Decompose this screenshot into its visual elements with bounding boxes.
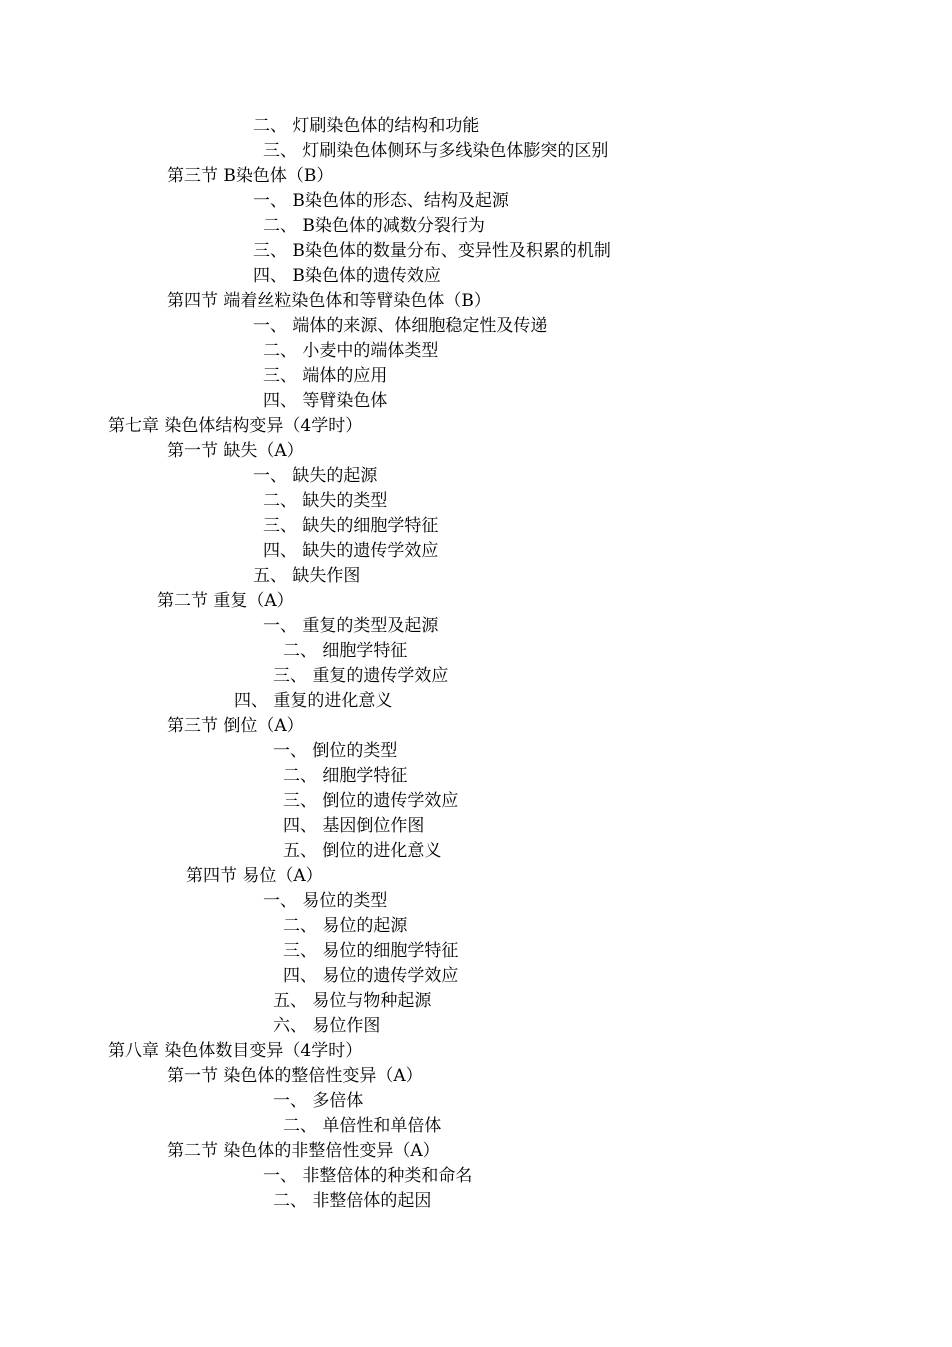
toc-section: 第一节 缺失（A） [167,441,304,461]
toc-section: 第三节 B染色体（B） [167,166,334,186]
toc-item: 三、 B染色体的数量分布、变异性及积累的机制 [253,241,611,261]
toc-item: 四、 易位的遗传学效应 [283,966,459,986]
toc-section: 第一节 染色体的整倍性变异（A） [167,1066,423,1086]
toc-item: 三、 倒位的遗传学效应 [283,791,459,811]
toc-item: 四、 基因倒位作图 [283,816,425,836]
toc-item: 二、 小麦中的端体类型 [263,341,439,361]
toc-item: 一、 缺失的起源 [253,466,378,486]
toc-item: 二、 B染色体的减数分裂行为 [263,216,485,236]
toc-item: 一、 易位的类型 [263,891,388,911]
toc-chapter: 第七章 染色体结构变异（4学时） [108,416,363,436]
toc-item: 一、 多倍体 [273,1091,364,1111]
toc-item: 五、 倒位的进化意义 [283,841,442,861]
toc-chapter: 第八章 染色体数目变异（4学时） [108,1041,363,1061]
toc-item: 三、 端体的应用 [263,366,388,386]
toc-item: 二、 细胞学特征 [283,766,408,786]
toc-item: 三、 易位的细胞学特征 [283,941,459,961]
toc-item: 六、 易位作图 [273,1016,381,1036]
toc-item: 四、 B染色体的遗传效应 [253,266,441,286]
toc-item: 一、 端体的来源、体细胞稳定性及传递 [253,316,548,336]
toc-section: 第四节 端着丝粒染色体和等臂染色体（B） [167,291,491,311]
toc-item: 一、 非整倍体的种类和命名 [263,1166,473,1186]
toc-item: 四、 缺失的遗传学效应 [263,541,439,561]
toc-item: 五、 易位与物种起源 [273,991,432,1011]
toc-item: 四、 等臂染色体 [263,391,388,411]
toc-item: 二、 灯刷染色体的结构和功能 [253,116,480,136]
toc-section: 第四节 易位（A） [186,866,323,886]
toc-item: 二、 缺失的类型 [263,491,388,511]
toc-item: 一、 B染色体的形态、结构及起源 [253,191,509,211]
toc-section: 第二节 重复（A） [157,591,294,611]
toc-item: 五、 缺失作图 [253,566,361,586]
toc-item: 三、 重复的遗传学效应 [273,666,449,686]
toc-section: 第三节 倒位（A） [167,716,304,736]
toc-item: 一、 重复的类型及起源 [263,616,439,636]
toc-item: 二、 细胞学特征 [283,641,408,661]
toc-item: 三、 缺失的细胞学特征 [263,516,439,536]
toc-item: 三、 灯刷染色体侧环与多线染色体膨突的区别 [263,141,609,161]
toc-section: 第二节 染色体的非整倍性变异（A） [167,1141,440,1161]
toc-item: 二、 单倍性和单倍体 [283,1116,442,1136]
toc-item: 一、 倒位的类型 [273,741,398,761]
toc-item: 四、 重复的进化意义 [234,691,393,711]
toc-item: 二、 易位的起源 [283,916,408,936]
toc-item: 二、 非整倍体的起因 [273,1191,432,1211]
